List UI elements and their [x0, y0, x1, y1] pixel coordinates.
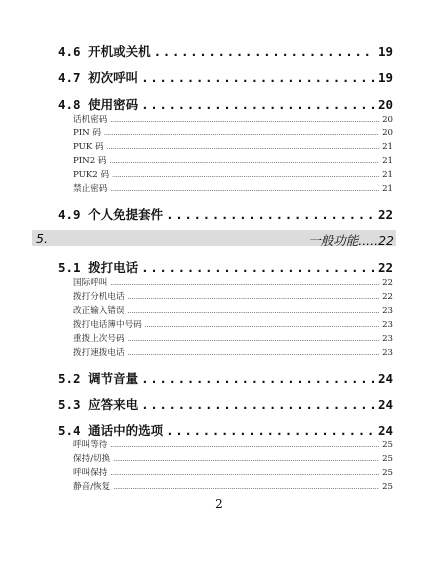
toc-subentry-label: PIN 码 — [73, 128, 102, 138]
toc-subentry-page: 23 — [382, 320, 393, 330]
leader-dots — [110, 470, 379, 477]
footer-page-number: 2 — [215, 497, 223, 511]
toc-subentry-page: 25 — [382, 482, 393, 492]
chapter-title: 一般功能.....22 — [308, 233, 394, 248]
toc-entry-page: 19 — [377, 44, 393, 59]
toc-entry-4-7[interactable] — [58, 68, 393, 84]
toc-subentry-label: 国际呼叫 — [73, 278, 108, 288]
leader-dots — [141, 371, 375, 386]
toc-subentry[interactable] — [73, 182, 393, 193]
toc-entry-label: 5.3 应答来电 — [58, 397, 139, 412]
toc-entry-label: 4.9 个人免提套件 — [58, 207, 164, 222]
leader-dots — [110, 158, 380, 165]
toc-entry-label: 5.1 拨打电话 — [58, 260, 139, 275]
toc-entry-5-2[interactable] — [58, 369, 393, 385]
toc-subentry-page: 20 — [382, 128, 393, 138]
leader-dots — [128, 336, 379, 343]
leader-dots — [141, 397, 375, 412]
leader-dots — [113, 484, 379, 491]
leader-dots — [166, 423, 375, 438]
toc-subentry[interactable] — [73, 452, 393, 463]
leader-dots — [110, 442, 379, 449]
toc-entry-page: 24 — [377, 371, 393, 386]
toc-entry-5-4[interactable] — [58, 421, 393, 437]
toc-entry-label: 5.2 调节音量 — [58, 371, 139, 386]
toc-subentry[interactable] — [73, 140, 393, 151]
toc-subentry-page: 21 — [382, 142, 393, 152]
toc-subentry-page: 25 — [382, 454, 393, 464]
toc-subentry[interactable] — [73, 332, 393, 343]
toc-subentry-page: 21 — [382, 170, 393, 180]
toc-subentry[interactable] — [73, 168, 393, 179]
toc-entry-page: 22 — [377, 260, 393, 275]
leader-dots — [110, 117, 379, 124]
toc-subentry-label: 改正输入错误 — [73, 306, 125, 316]
leader-dots — [141, 97, 375, 112]
toc-entry-5-1[interactable] — [58, 258, 393, 274]
chapter-page: 22 — [378, 233, 394, 248]
toc-subentry-page: 21 — [382, 184, 393, 194]
toc-subentry-label: 拨打分机电话 — [73, 292, 125, 302]
leader-dots — [112, 172, 379, 179]
toc-subentry-page: 23 — [382, 334, 393, 344]
leader-dots — [104, 130, 379, 137]
toc-entry-4-8[interactable] — [58, 95, 393, 111]
leader-dots — [128, 350, 379, 357]
toc-subentry[interactable] — [73, 466, 393, 477]
toc-entry-label: 4.6 开机或关机 — [58, 44, 151, 59]
toc-subentry-page: 23 — [382, 306, 393, 316]
toc-subentry-label: 拨打速拨电话 — [73, 348, 125, 358]
toc-entry-page: 19 — [377, 70, 393, 85]
toc-subentry-label: 静音/恢复 — [73, 482, 111, 492]
toc-subentry-page: 21 — [382, 156, 393, 166]
chapter-number: 5. — [36, 231, 48, 246]
toc-entry-page: 24 — [377, 423, 393, 438]
leader-dots — [141, 260, 375, 275]
toc-subentry-label: 禁止密码 — [73, 184, 108, 194]
toc-subentry-page: 25 — [382, 468, 393, 478]
toc-subentry[interactable] — [73, 480, 393, 491]
toc-subentry-label: 拨打电话簿中号码 — [73, 320, 142, 330]
toc-entry-label: 4.8 使用密码 — [58, 97, 139, 112]
toc-entry-label: 5.4 通话中的选项 — [58, 423, 164, 438]
chapter-leader-dots: ..... — [358, 233, 379, 248]
leader-dots — [110, 280, 379, 287]
toc-subentry-label: 重拨上次号码 — [73, 334, 125, 344]
leader-dots — [113, 456, 379, 463]
leader-dots — [154, 44, 375, 59]
toc-subentry-page: 25 — [382, 440, 393, 450]
toc-entry-page: 24 — [377, 397, 393, 412]
leader-dots — [110, 186, 379, 193]
toc-entry-4-6[interactable] — [58, 42, 393, 58]
toc-subentry[interactable] — [73, 346, 393, 357]
leader-dots — [128, 294, 379, 301]
toc-entry-page: 22 — [377, 207, 393, 222]
toc-subentry[interactable] — [73, 113, 393, 124]
toc-subentry[interactable] — [73, 126, 393, 137]
toc-entry-page: 20 — [377, 97, 393, 112]
toc-subentry[interactable] — [73, 318, 393, 329]
toc-subentry[interactable] — [73, 438, 393, 449]
toc-subentry-label: 呼叫保持 — [73, 468, 108, 478]
toc-subentry[interactable] — [73, 154, 393, 165]
toc-subentry[interactable] — [73, 304, 393, 315]
toc-entry-5-3[interactable] — [58, 395, 393, 411]
leader-dots — [145, 322, 379, 329]
toc-subentry-page: 20 — [382, 115, 393, 125]
toc-subentry-label: 话机密码 — [73, 115, 108, 125]
toc-subentry-page: 22 — [382, 278, 393, 288]
toc-subentry-page: 22 — [382, 292, 393, 302]
toc-subentry[interactable] — [73, 276, 393, 287]
toc-subentry-label: PUK 码 — [73, 142, 104, 152]
toc-subentry-label: PUK2 码 — [73, 170, 110, 180]
leader-dots — [166, 207, 375, 222]
leader-dots — [141, 70, 375, 85]
toc-subentry-label: PIN2 码 — [73, 156, 107, 166]
toc-subentry-label: 呼叫等待 — [73, 440, 108, 450]
toc-subentry-label: 保持/切换 — [73, 454, 111, 464]
toc-entry-4-9[interactable] — [58, 205, 393, 221]
leader-dots — [128, 308, 379, 315]
toc-subentry-page: 23 — [382, 348, 393, 358]
toc-subentry[interactable] — [73, 290, 393, 301]
leader-dots — [107, 144, 379, 151]
toc-entry-label: 4.7 初次呼叫 — [58, 70, 139, 85]
